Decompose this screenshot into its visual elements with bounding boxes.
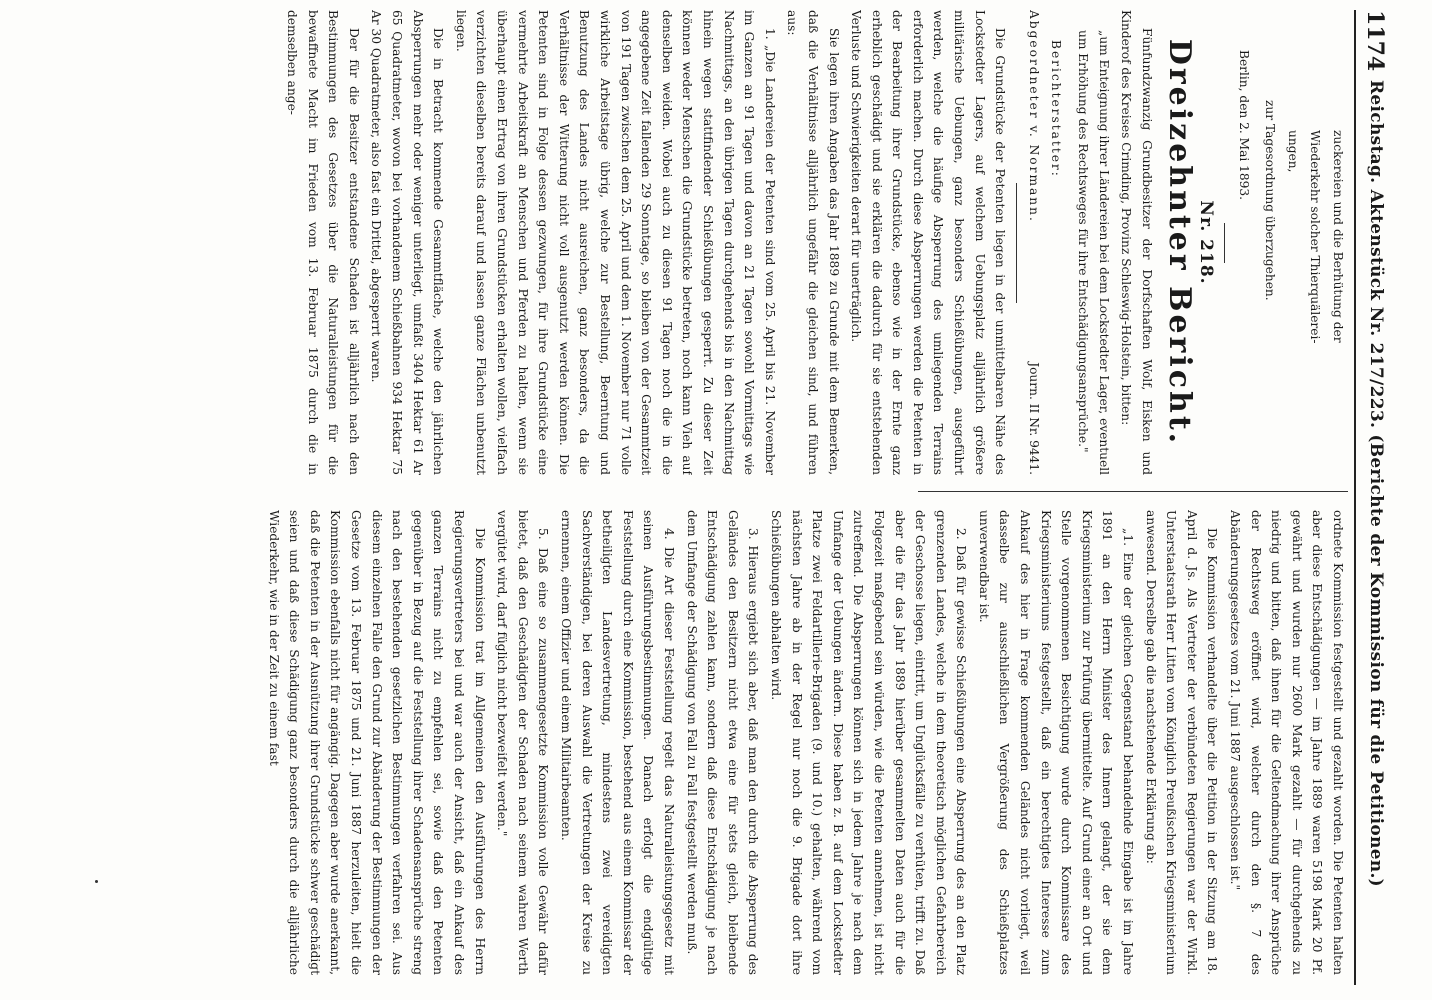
reporter-label: Berichterstatter: bbox=[1049, 40, 1064, 178]
reporter-name: Abgeordneter v. Normann. bbox=[1026, 10, 1041, 223]
running-title: Reichstag. Aktenstück Nr. 217/223. (Berichte der Kommission für die Petitionen.) bbox=[1366, 80, 1386, 888]
body-paragraph: 1. „Die Landereien der Petenten sind vom 25. April bis 21. November im Ganzen an 91 Tagen und davon an 21 Tagen sowohl Vormittags wie Nachmittags, an den übrigen Tagen durchgehends bis in den Nachmittag hinein wegen stattfindender Schießübungen gesperrt. Zu dieser Zeit können weder Menschen die Grundstücke betreten, noch kann Vieh auf denselben weiden. Wobei auch zu diesen 91 Tagen noch die in die angegebene Zeit fallenden 29 Sonntage, so bleiben von der Gesammtzeit von 191 Tagen zwischen dem 25. April und dem 1. November nur 71 volle wirkliche Arbeitstage übrig, welche zur Bestellung, Beerntung und Benutzung des Landes nicht ausreichen, ganz besonders, da die Verhältnisse der Witterung nicht voll ausgenutzt werden können. Die Petenten sind in Folge dessen gezwungen, für ihre Grundstücke eine vermehrte Arbeitskraft an Menschen und Pferden zu halten, wenn sie überhaupt einen Ertrag von ihren Grundstücken erhalten wollen, vielfach verzichten dieselben bereits darauf und lassen ganze Flächen unbenutzt liegen. bbox=[453, 10, 777, 475]
body-paragraph: Die Kommission verhandelte über die Petition in der Sitzung am 18. April d. Js. Als Vertreter der verbündeten Regierungen war der Wirkl. Unterstaatsrath Herr Litten vom Königlich Preußischen Kriegsministerium anwesend. Derselbe gab die nachstehende Erklärung ab: bbox=[1143, 510, 1220, 975]
date-line: Berlin, den 2. Mai 1893. bbox=[1236, 50, 1251, 201]
right-column bbox=[18, 510, 1348, 975]
document-title: Dreizehnter Bericht. bbox=[1162, 38, 1198, 447]
petition-quote: „um Enteignung ihrer Ländereien bei dem Lockstedter Lager, eventuell um Erhöhung des Rechtsweges für ihre Entschädigungsansprüche." bbox=[1076, 30, 1111, 475]
running-header bbox=[1354, 10, 1392, 985]
intro-tail: zur Tagesordnung überzugehen. bbox=[1263, 100, 1278, 301]
intro-line-1: zuckereien und die Berhütung der bbox=[1331, 130, 1345, 343]
separator bbox=[1016, 183, 1017, 303]
body-paragraph: Die Grundstücke der Petenten liegen in der unmittelbaren Nähe des Lockstedter Lagers, auf welchem Uebungsplatz alljährlich größere militärische Uebungen, ganz besonders Schießübungen, ausgeführt werden, welche die häufige Absperrung des umliegenden Terrains erforderlich machen. Durch diese Absperrungen werden die Petenten in der Bearbeitung ihrer Grundstücke, ebenso wie in der Ernte ganz erheblich geschädigt und sie erklären die dadurch für sie entstehenden Verluste und Schwierigkeiten derart für unerträglich. bbox=[849, 10, 1008, 475]
body-paragraph: 3. Hieraus ergiebt sich aber, daß man den durch die Absperrung des Geländes den Besitzern nicht etwa eine für stets gleich, bleibende Entschädigung zahlen kann, sondern daß diese Entschädigung je nach dem Umfange der Schädigung von Fall zu Fall festgestellt werden muß. bbox=[684, 510, 761, 975]
body-paragraph: 4. Die Art dieser Feststellung regelt das Naturalleistungsgesetz mit seinen Ausführungsbestimmungen. Danach erfolgt die endgültige Feststellung durch eine Kommission, bestehend aus einem Kommissar der betheiligten Landesvertretung, mindestens zwei vereidigten Sachverständigen, bei deren Auswahl die Vertretungen der Kreise zu ernennen, einem Offizier und einem Militairbeamten. bbox=[559, 510, 676, 975]
body-paragraph: Die Kommission trat im Allgemeinen den Ausführungen des Herrn Regierungsvertreters bei und war auch der Ansicht, daß ein Ankauf des ganzen Terrains nicht zu empfehlen sei, sowie daß den Petenten gegenüber in Bezug auf die Feststellung ihrer Schadensansprüche streng nach den bestehenden gesetzlichen Bestimmungen verfahren sei. Aus diesem einzelnen Falle den Grund zur Abänderung der Bestimmungen der Gesetze vom 13. Februar 1875 und 21. Juni 1887 herzuleiten, hielt die Kommission ebenfalls nicht für angängig. Dagegen aber wurde anerkannt, daß die Petenten in der Ausnützung ihrer Grundstücke schwer geschädigt seien und daß diese Schädigung ganz besonders durch die alljährliche Wiederkehr, wie in der Zeit zu einem fast bbox=[266, 510, 487, 975]
body-paragraph: Sie legen ihren Angaben das Jahr 1889 zu Grunde mit dem Bemerken, daß die Verhältnisse alljährlich ungefähr die gleichen sind, und führen aus: bbox=[785, 10, 841, 475]
document-number: Nr. 218. bbox=[1196, 200, 1217, 285]
reporter-row bbox=[1023, 10, 1044, 475]
intro-line-3: ungen, bbox=[1285, 130, 1300, 173]
body-paragraph: ordnete Kommission festgestellt und gezahlt worden. Die Petenten halten aber diese Entschädigungen — im Jahre 1889 waren 5198 Mark 20 Pf. gewährt und wurden nur 2600 Mark gezahlt — für durchgehends zu niedrig und bitten, daß ihnen für die Geltendmachung ihrer Ansprüche der Rechtsweg eröffnet wird, welcher durch den §. 7 des Abänderungsgesetzes vom 21. Juni 1887 ausgeschlossen ist." bbox=[1228, 510, 1345, 975]
body-paragraph: Der für die Besitzer entstandene Schaden ist alljährlich nach den Bestimmungen des Gesetzes über die Naturalleistungen für die bewaffnete Macht im Frieden vom 13. Februar 1875 durch die in demselben ange- bbox=[285, 10, 361, 475]
column-divider bbox=[918, 491, 1348, 492]
body-paragraph: Die in Betracht kommende Gesammtfläche, welche den jährlichen Absperrungen mehr oder weniger unterliegt, umfaßt 3404 Hektar 61 Ar 65 Quadratmeter, wovon bei vorhandenem Schießbahnen 934 Hektar 75 Ar 30 Quadratmeter, also fast ein Drittel, abgesperrt waren. bbox=[369, 10, 446, 475]
left-column bbox=[18, 10, 1348, 475]
separator bbox=[1224, 223, 1225, 263]
body-paragraph: 5. Daß eine so zusammengesetzte Kommission volle Gewähr dafür bietet, daß den Geschädigten der Schaden nach seinem wahren Werth vergütet wird, darf füglich nicht bezweifelt werden." bbox=[495, 510, 551, 975]
petition-intro: Fünfundzwanzig Grundbesitzer der Dorfschaften Wolf, Eisken und Kinderof des Kreises Crimding, Provinz Schleswig-Holstein, bitten: bbox=[1119, 10, 1154, 475]
body-paragraph: 2. Daß für gewisse Schießübungen eine Absperrung des an den Platz grenzenden Landes, welche in dem theoretisch möglichen Gefahrbereich der Geschosse liegen, eintritt, um Unglücksfälle zu verhüten, trifft zu. Daß aber die für das Jahr 1889 hierüber gesammelten Daten auch für die Folgezeit maßgebend sein würden, wie die Petenten annehmen, ist nicht zutreffend. Die Absperrungen können sich in jedem Jahre je nach dem Umfange der Uebungen ändern. Diese haben z. B. auf dem Lockstedter Platze zwei Feldartillerie-Brigaden (9. und 10.) gehalten, während vom nächsten Jahre ab in der Regel nur noch die 9. Brigade dort ihre Schießübungen abhalten wird. bbox=[768, 510, 969, 975]
journal-reference: Journ. II Nr. 9441. bbox=[1026, 362, 1041, 475]
intro-line-2: Wiederkehr solcher Thierquälerei- bbox=[1308, 130, 1323, 344]
body-paragraph: „1. Eine der gleichen Gegenstand behandelnde Eingabe ist im Jahre 1891 an den Herrn Minister des Innern gelangt, der sie dem Kriegsministerium zur Prüfung übermittelte. Auf Grund einer an Ort und Stelle vorgenommenen Besichtigung wurde durch Kommissare des Kriegsministeriums festgestellt, daß ein berechtigtes Interesse zum Ankauf des hier in Frage kommenden Geländes nicht vorliegt, weil dasselbe zur ausschließlichen Vergrößerung des Schießplatzes unverwendbar ist. bbox=[976, 510, 1136, 975]
page-number: 1174 bbox=[1362, 10, 1388, 72]
